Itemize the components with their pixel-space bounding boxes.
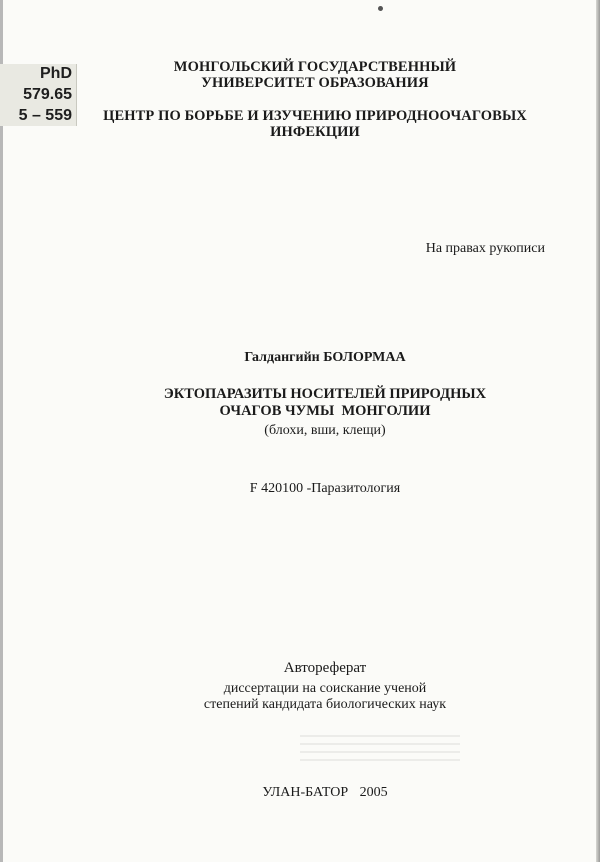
university-line-1: МОНГОЛЬСКИЙ ГОСУДАРСТВЕННЫЙ xyxy=(173,59,457,75)
city-name: УЛАН-БАТОР xyxy=(262,785,349,800)
abstract-heading: Автореферат xyxy=(283,660,367,676)
sticker-degree: PhD xyxy=(40,65,72,82)
publication-year: 2005 xyxy=(359,785,388,800)
library-call-number-sticker xyxy=(0,64,77,126)
center-line-1: ЦЕНТР ПО БОРЬБЕ И ИЗУЧЕНИЮ ПРИРОДНООЧАГОВЫХ xyxy=(103,108,527,124)
sticker-class-number: 579.65 xyxy=(23,86,72,103)
abstract-line-2: степений кандидата биологических наук xyxy=(203,697,447,712)
place-and-year xyxy=(80,785,570,801)
thesis-subtitle: (блохи, вши, клещи) xyxy=(264,423,386,438)
thesis-title xyxy=(80,386,570,420)
sticker-author-mark: 5 – 559 xyxy=(18,107,72,124)
university-line-2: УНИВЕРСИТЕТ ОБРАЗОВАНИЯ xyxy=(201,75,429,91)
scan-right-edge xyxy=(596,0,600,862)
center-name xyxy=(70,108,560,140)
manuscript-rights-note: На правах рукописи xyxy=(425,241,545,256)
center-line-2: ИНФЕКЦИИ xyxy=(270,124,360,140)
abstract-line-1: диссертации на соискание ученой xyxy=(223,681,427,696)
scan-dust-spot xyxy=(378,6,383,11)
specialty-code: F 420100 -Паразитология xyxy=(249,481,401,496)
thesis-title-line-2: ОЧАГОВ ЧУМЫ МОНГОЛИИ xyxy=(219,403,431,419)
university-name xyxy=(80,59,550,91)
thesis-title-line-1: ЭКТОПАРАЗИТЫ НОСИТЕЛЕЙ ПРИРОДНЫХ xyxy=(163,386,487,402)
bleed-through-text xyxy=(300,735,460,765)
author-name: Галдангийн БОЛОРМАА xyxy=(244,350,406,365)
scan-left-edge xyxy=(0,0,3,862)
